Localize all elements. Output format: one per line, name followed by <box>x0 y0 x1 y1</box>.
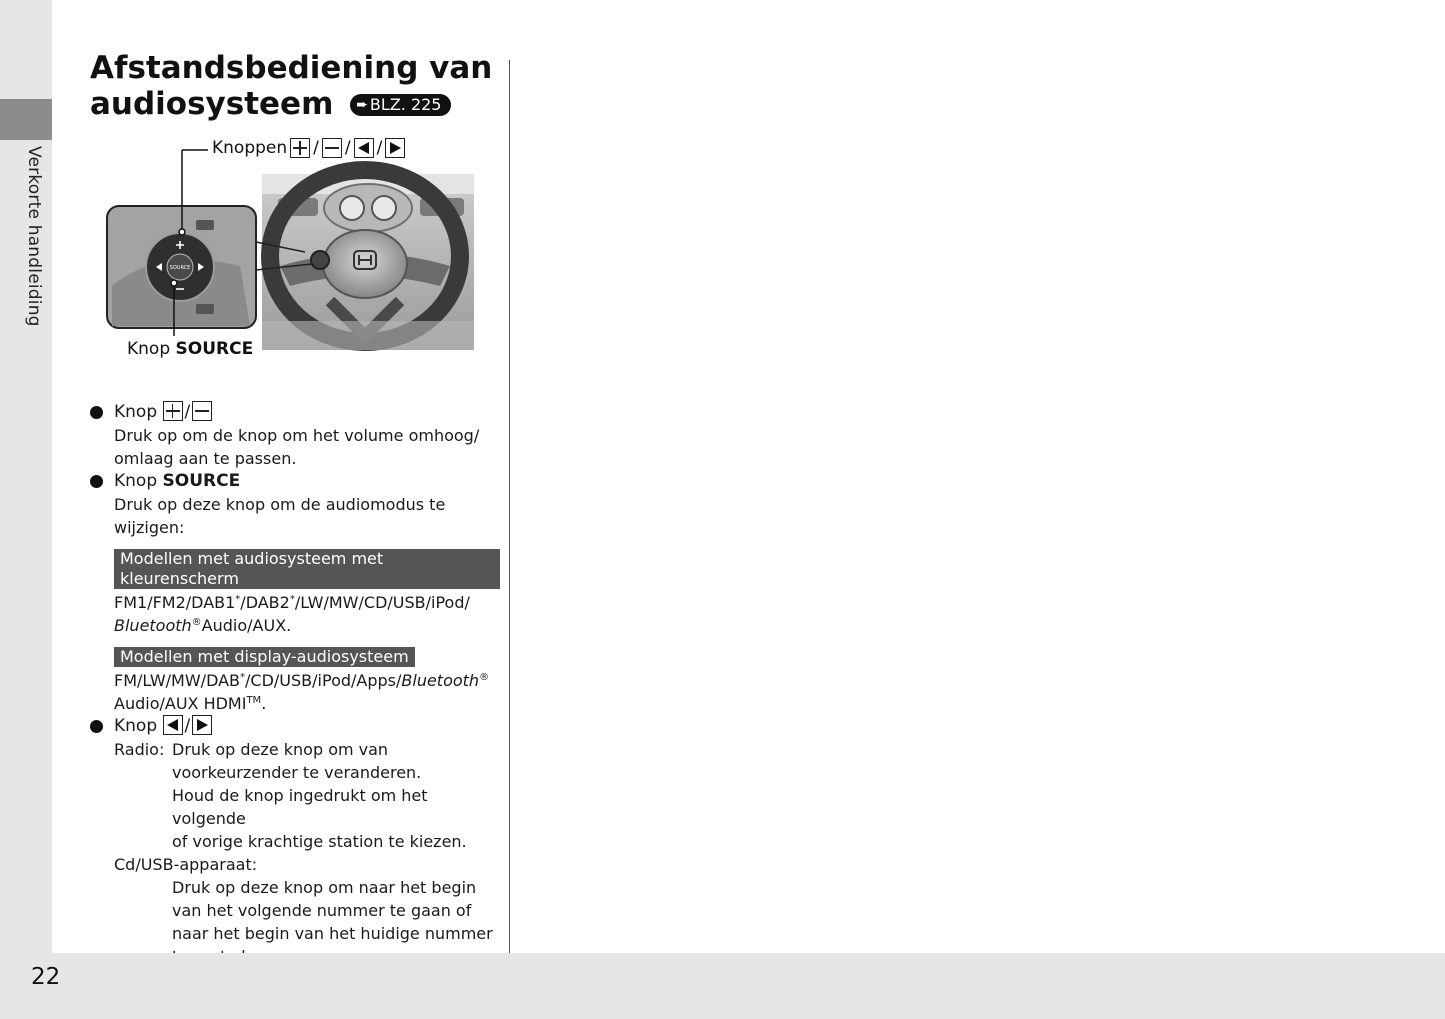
label-display-audio-models: Modellen met display-audiosysteem <box>114 647 415 667</box>
title-line-2-text: audiosysteem <box>90 86 334 122</box>
sidebar-section-label: Verkorte handleiding <box>24 146 44 327</box>
steering-remote-illustration <box>100 136 500 366</box>
cd-line: naar het begin van het huidige nummer <box>172 924 493 943</box>
source-intro: Druk op deze knop om de audiomodus te wijzigen: <box>114 495 446 537</box>
source-button-text: SOURCE <box>169 265 191 271</box>
label-color-screen-models: Modellen met audiosysteem met kleurenscherm <box>114 549 500 589</box>
radio-line: of vorige krachtige station te kiezen. <box>172 832 467 851</box>
minus-icon <box>192 401 212 421</box>
steering-wheel-drawing <box>100 136 500 366</box>
cd-line: Druk op deze knop om naar het begin <box>172 878 477 897</box>
radio-line: Druk op deze knop om van <box>172 740 389 759</box>
plus-icon <box>163 401 183 421</box>
instructions-list <box>90 401 500 1014</box>
display-audio-modes-line-1: FM/LW/MW/DAB*/CD/USB/iPod/Apps/Bluetooth® <box>114 671 490 690</box>
plus-icon <box>290 138 310 158</box>
bullet-seek-buttons: Knop / <box>90 715 500 738</box>
volume-description-2: omlaag aan te passen. <box>114 449 297 468</box>
car-interior-photo <box>262 170 474 350</box>
bullet-source-button: Knop SOURCE <box>90 470 500 493</box>
bullet-icon <box>90 720 103 733</box>
triangle-right-icon <box>385 138 405 158</box>
sidebar-tab-marker <box>0 99 52 140</box>
triangle-left-icon <box>354 138 374 158</box>
volume-description-1: Druk op om de knop om het volume omhoog/ <box>114 426 480 445</box>
radio-label: Radio: <box>114 740 165 759</box>
radio-line: Houd de knop ingedrukt om het volgende <box>172 786 428 828</box>
page-number: 22 <box>31 964 61 990</box>
color-screen-modes-line-2: Bluetooth®Audio/AUX. <box>114 616 292 635</box>
cd-usb-label: Cd/USB-apparaat: <box>114 855 258 874</box>
page-reference-link[interactable] <box>350 94 451 116</box>
callout-buttons-text: Knoppen <box>212 138 288 158</box>
display-audio-modes-line-2: Audio/AUX HDMI™. <box>114 694 267 713</box>
bullet-volume-button: Knop / <box>90 401 500 424</box>
triangle-right-icon <box>192 715 212 735</box>
cd-line: van het volgende nummer te gaan of <box>172 901 472 920</box>
column-divider <box>509 60 510 953</box>
color-screen-modes-line-1: FM1/FM2/DAB1*/DAB2*/LW/MW/CD/USB/iPod/ <box>114 593 470 612</box>
page-title <box>90 50 510 122</box>
bullet-icon <box>90 475 103 488</box>
arrow-right-icon: ➨ <box>356 97 368 113</box>
title-line-1: Afstandsbediening van <box>90 50 493 86</box>
callout-buttons-label: Knoppen / / / <box>212 138 405 158</box>
bullet-icon <box>90 406 103 419</box>
minus-icon <box>322 138 342 158</box>
radio-description <box>90 738 500 853</box>
callout-source-label: Knop SOURCE <box>127 339 254 359</box>
triangle-left-icon <box>163 715 183 735</box>
sidebar <box>0 0 52 953</box>
page-footer <box>0 953 1445 1019</box>
radio-line: voorkeurzender te veranderen. <box>172 763 422 782</box>
page-reference-label: BLZ. 225 <box>369 95 442 114</box>
title-line-2 <box>90 86 510 122</box>
